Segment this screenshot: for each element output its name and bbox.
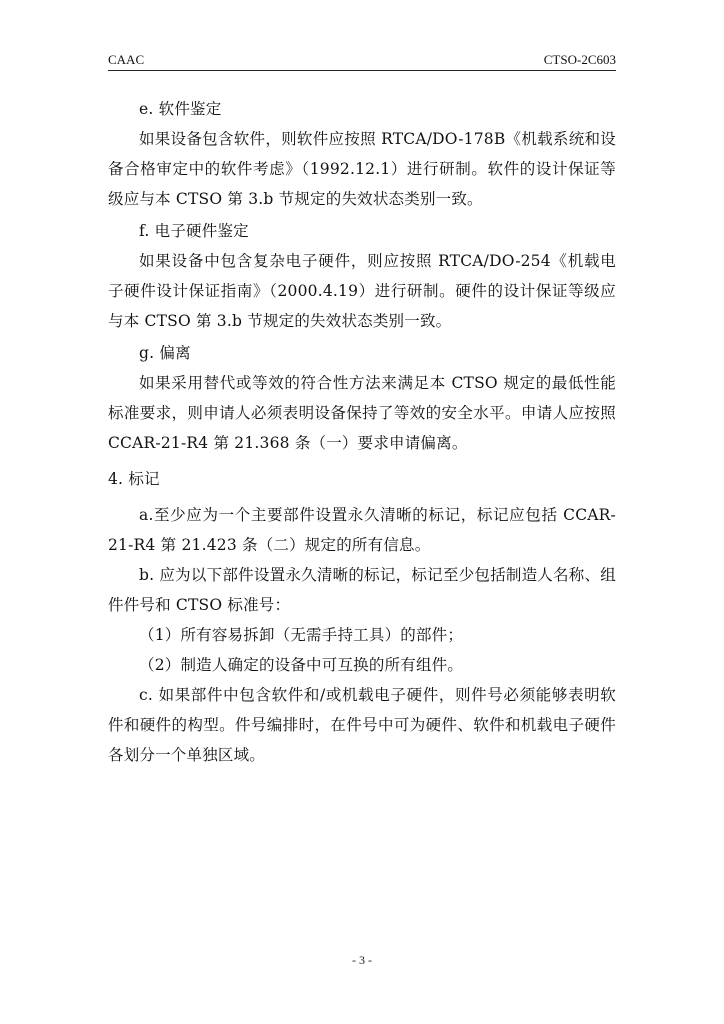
section-e-body: 如果设备包含软件，则软件应按照 RTCA/DO-178B《机载系统和设备合格审定中的软件考虑》（1992.12.1）进行研制。软件的设计保证等级应与本 CTSO 第 3.b 节规定的失效状态类别一致。 — [108, 130, 616, 208]
header-right-doc-number: CTSO-2C603 — [543, 52, 616, 67]
section-4b-body: b. 应为以下部件设置永久清晰的标记，标记至少包括制造人名称、组件件号和 CTSO 标准号： — [108, 566, 616, 614]
section-4b-item-1: （1）所有容易拆卸（无需手持工具）的部件； — [139, 626, 464, 644]
section-4-title: 4. 标记 — [108, 470, 160, 488]
section-4c-body: c. 如果部件中包含软件和/或机载电子硬件，则件号必须能够表明软件和硬件的构型。件号编排时，在件号中可为硬件、软件和机载电子硬件各划分一个单独区域。 — [108, 686, 616, 764]
document-body — [108, 92, 616, 770]
header-left-caac: CAAC — [108, 52, 145, 67]
section-e-title: e. 软件鉴定 — [139, 100, 222, 118]
section-f-title: f. 电子硬件鉴定 — [139, 222, 249, 240]
section-g-title: g. 偏离 — [139, 344, 191, 362]
section-f-body: 如果设备中包含复杂电子硬件，则应按照 RTCA/DO-254《机载电子硬件设计保证指南》（2000.4.19）进行研制。硬件的设计保证等级应与本 CTSO 第 3.b 节规定的失效状态类别一致。 — [108, 252, 616, 330]
section-g-body: 如果采用替代或等效的符合性方法来满足本 CTSO 规定的最低性能标准要求，则申请人必须表明设备保持了等效的安全水平。申请人应按照 CCAR-21-R4 第 21.368 条（一）要求申请偏离。 — [108, 374, 616, 452]
section-4b-item-2: （2）制造人确定的设备中可互换的所有组件。 — [139, 656, 464, 674]
page-number: - 3 - — [352, 953, 372, 967]
header-divider — [108, 70, 616, 71]
section-4a-body: a.至少应为一个主要部件设置永久清晰的标记，标记应包括 CCAR-21-R4 第 21.423 条（二）规定的所有信息。 — [108, 506, 616, 554]
